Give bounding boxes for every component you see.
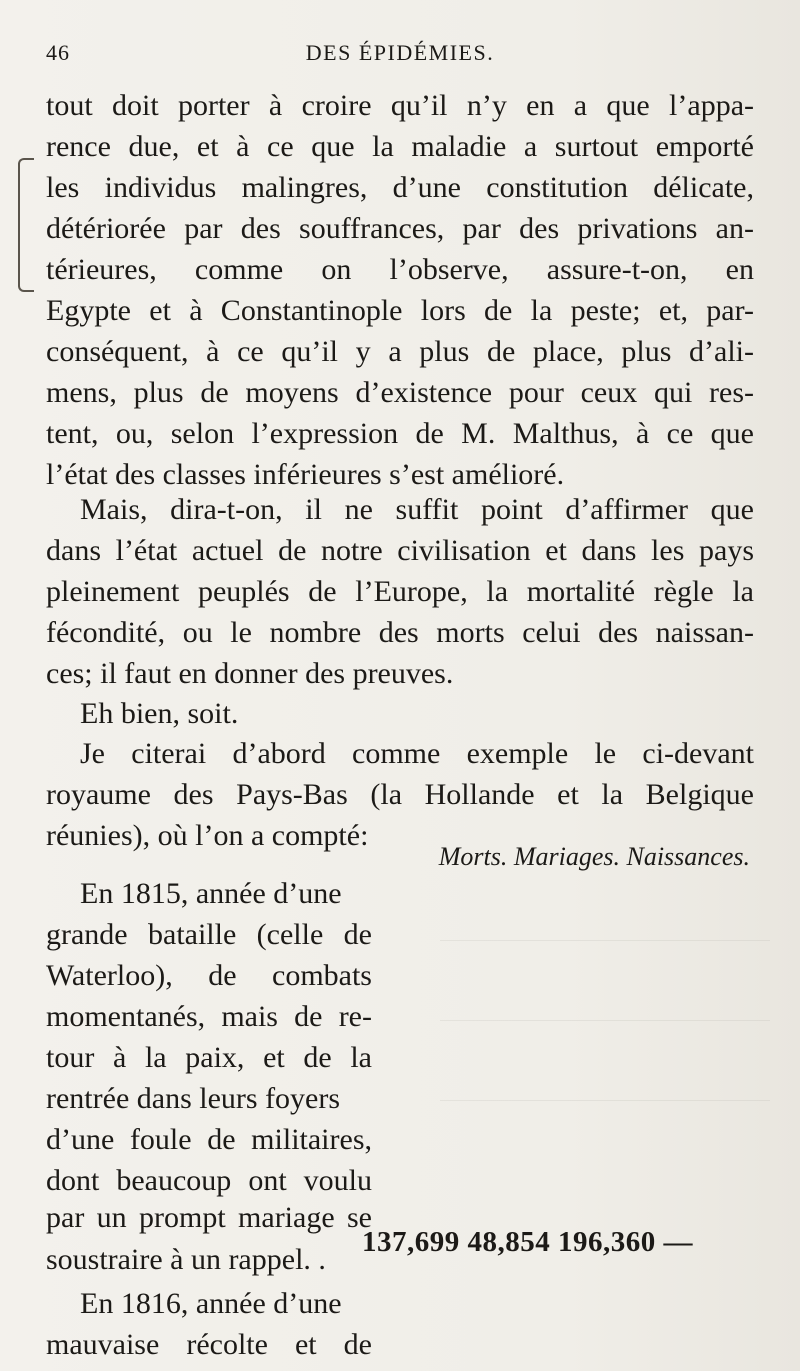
body-line-paragraph-start: Je citerai d’abord comme exemple le ci-devant (80, 737, 754, 770)
narrow-line: rentrée dans leurs foyers (46, 1082, 341, 1115)
narrow-line: dont beaucoup ont voulu (46, 1164, 372, 1197)
body-line: royaume des Pays-Bas (la Hollande et la Belgique (46, 778, 754, 811)
body-line: fécondité, ou le nombre des morts celui des naissan- (46, 616, 754, 649)
body-line: Egypte et à Constantinople lors de la peste; et, par- (46, 294, 754, 327)
table-column-headers: Morts. Mariages. Naissances. (438, 842, 750, 871)
body-line-paragraph-start: Mais, dira-t-on, il ne suffit point d’affirmer que (80, 493, 754, 526)
page-number: 46 (46, 40, 70, 65)
body-line: dans l’état actuel de notre civilisation et dans les pays (46, 534, 754, 567)
body-line-paragraph-start: Eh bien, soit. (80, 697, 239, 730)
row-1815-figures: 137,699 48,854 196,360 — (362, 1226, 693, 1258)
narrow-line: mauvaise récolte et de (46, 1328, 372, 1361)
body-line: conséquent, à ce qu’il y a plus de place, plus d’ali- (46, 335, 754, 368)
narrow-line: par un prompt mariage se (46, 1201, 372, 1234)
body-line: détériorée par des souffrances, par des privations an- (46, 212, 754, 245)
narrow-line: d’une foule de militaires, (46, 1123, 372, 1156)
running-title: DES ÉPIDÉMIES. (305, 40, 495, 65)
margin-bracket-mark (18, 158, 34, 292)
body-line: tout doit porter à croire qu’il n’y en a que l’appa- (46, 89, 754, 122)
bleed-through-rule (440, 1020, 770, 1021)
body-line: térieures, comme on l’observe, assure-t-on, en (46, 253, 754, 286)
narrow-line-paragraph-start: En 1816, année d’une (80, 1287, 342, 1320)
bleed-through-rule (440, 1100, 770, 1101)
body-line: ces; il faut en donner des preuves. (46, 657, 454, 690)
narrow-line: soustraire à un rappel. . (46, 1243, 326, 1276)
body-line: rence due, et à ce que la maladie a surtout emporté (46, 130, 754, 163)
body-line: l’état des classes inférieures s’est amélioré. (46, 458, 565, 491)
narrow-line: tour à la paix, et de la (46, 1041, 372, 1074)
body-line: pleinement peuplés de l’Europe, la mortalité règle la (46, 575, 754, 608)
narrow-line: momentanés, mais de re- (46, 1000, 372, 1033)
bleed-through-rule (440, 940, 770, 941)
body-line: les individus malingres, d’une constitution délicate, (46, 171, 754, 204)
narrow-line: Waterloo), de combats (46, 959, 372, 992)
body-line: mens, plus de moyens d’existence pour ceux qui res- (46, 376, 754, 409)
body-line: tent, ou, selon l’expression de M. Malthus, à ce que (46, 417, 754, 450)
narrow-line-paragraph-start: En 1815, année d’une (80, 877, 342, 910)
body-line: réunies), où l’on a compté: (46, 819, 369, 852)
narrow-line: grande bataille (celle de (46, 918, 372, 951)
